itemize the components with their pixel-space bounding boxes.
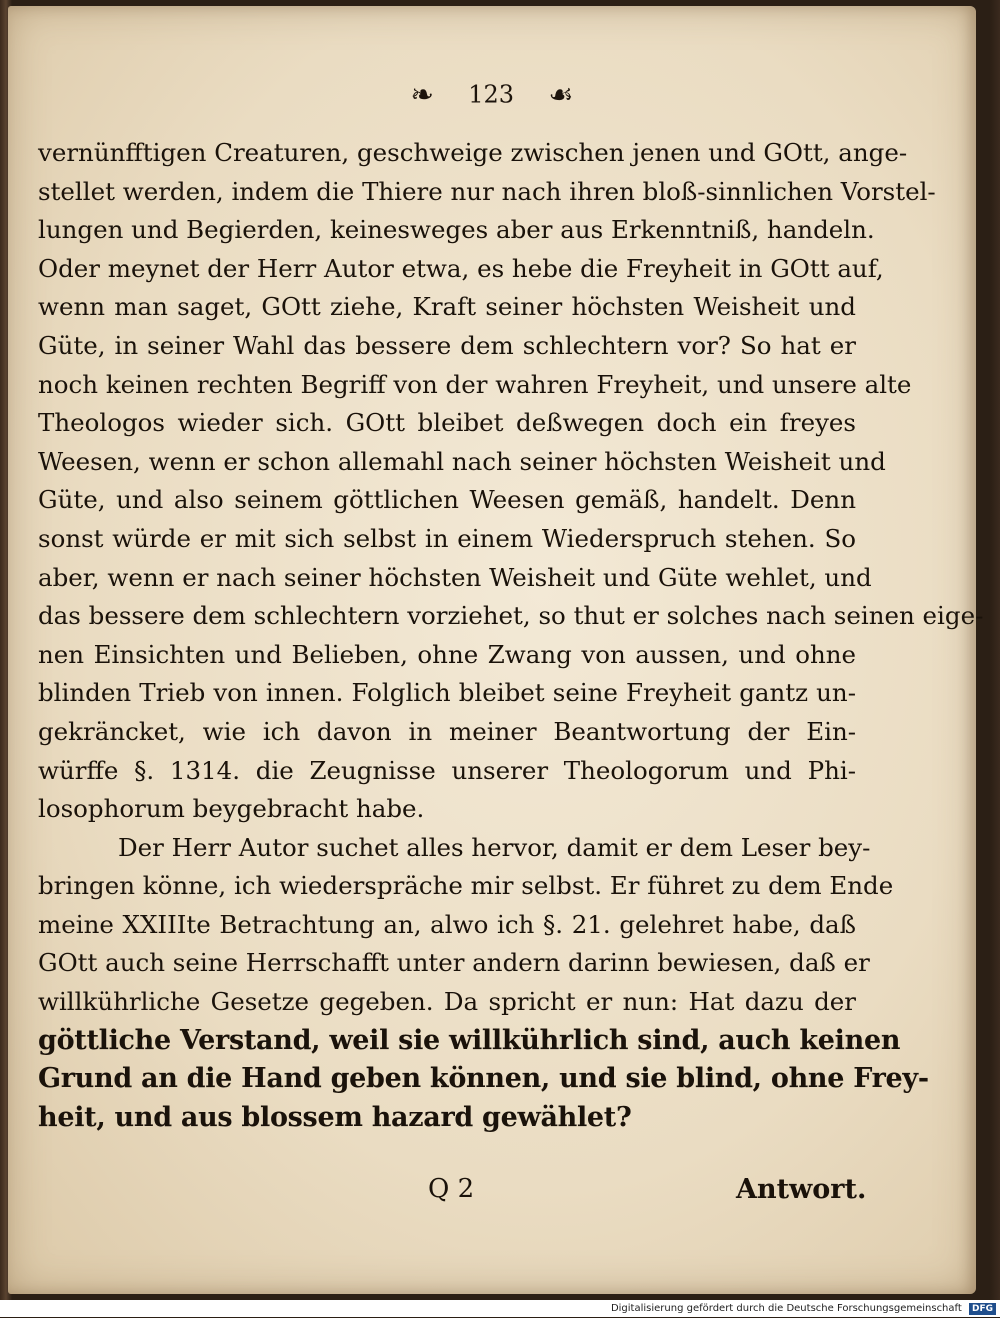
text-line: Güte, und also seinem göttlichen Weesen gemäß, handelt. Denn xyxy=(38,485,856,515)
text-line-emphasis: heit, und aus blossem hazard gewählet? xyxy=(38,1101,632,1133)
text-line: Güte, in seiner Wahl das bessere dem schlechtern vor? So hat er xyxy=(38,330,856,360)
text-line: blinden Trieb von innen. Folglich bleibet seine Freyheit gantz un- xyxy=(38,678,856,708)
book-page xyxy=(8,6,984,1294)
text-line: Weesen, wenn er schon allemahl nach seiner höchsten Weisheit und xyxy=(38,446,886,476)
text-line: wenn man saget, GOtt ziehe, Kraft seiner höchsten Weisheit und xyxy=(38,292,856,322)
text-line: Theologos wieder sich. GOtt bleibet deßwegen doch ein freyes xyxy=(38,408,856,438)
page-header xyxy=(8,78,976,111)
text-line-emphasis: göttliche Verstand, weil sie willkührlich sind, auch keinen xyxy=(38,1024,901,1056)
text-line: aber, wenn er nach seiner höchsten Weisheit und Güte wehlet, und xyxy=(38,562,872,592)
text-line: gekräncket, wie ich davon in meiner Beantwortung der Ein- xyxy=(38,716,856,746)
text-line: noch keinen rechten Begriff von der wahren Freyheit, und unsere alte xyxy=(38,369,912,399)
ornament-right-icon: ☙ xyxy=(548,78,574,111)
text-line: vernünfftigen Creaturen, geschweige zwischen jenen und GOtt, ange- xyxy=(38,138,908,167)
ornament-left-icon: ❧ xyxy=(410,78,434,111)
text-line: Oder meynet der Herr Autor etwa, es hebe die Freyheit in GOtt auf, xyxy=(38,253,884,283)
text-line: würffe §. 1314. die Zeugnisse unserer Theologorum und Phi- xyxy=(38,755,856,785)
credit-text: Digitalisierung gefördert durch die Deutsche Forschungsgemeinschaft xyxy=(610,1303,962,1314)
text-line: stellet werden, indem die Thiere nur nach ihren bloß-sinnlichen Vorstel- xyxy=(38,176,936,206)
text-line-paragraph-start: Der Herr Autor suchet alles hervor, damit er dem Leser bey- xyxy=(118,832,871,862)
page-number: 123 xyxy=(468,80,515,109)
text-line: GOtt auch seine Herrschafft unter andern darinn bewiesen, daß er xyxy=(38,948,870,978)
text-line: das bessere dem schlechtern vorziehet, so thut er solches nach seinen eige- xyxy=(38,601,984,631)
body-text xyxy=(38,134,984,1137)
signature-mark: Q 2 xyxy=(428,1174,475,1204)
catchword: Antwort. xyxy=(736,1174,867,1205)
text-line: bringen könne, ich wiederspräche mir selbst. Er führet zu dem Ende xyxy=(38,871,894,901)
digitization-credit xyxy=(0,1300,1000,1317)
text-line: willkührliche Gesetze gegeben. Da spricht er nun: Hat dazu der xyxy=(38,987,856,1017)
text-line: nen Einsichten und Belieben, ohne Zwang von aussen, und ohne xyxy=(38,639,856,669)
text-line: sonst würde er mit sich selbst in einem Wiederspruch stehen. So xyxy=(38,523,856,553)
text-line-emphasis: Grund an die Hand geben können, und sie blind, ohne Frey- xyxy=(38,1063,929,1095)
dfg-logo-icon: DFG xyxy=(969,1303,996,1315)
text-line: lungen und Begierden, keinesweges aber aus Erkenntniß, handeln. xyxy=(38,215,875,245)
text-line: meine XXIIIte Betrachtung an, alwo ich §. 21. gelehret habe, daß xyxy=(38,909,856,939)
text-line: losophorum beygebracht habe. xyxy=(38,794,425,824)
